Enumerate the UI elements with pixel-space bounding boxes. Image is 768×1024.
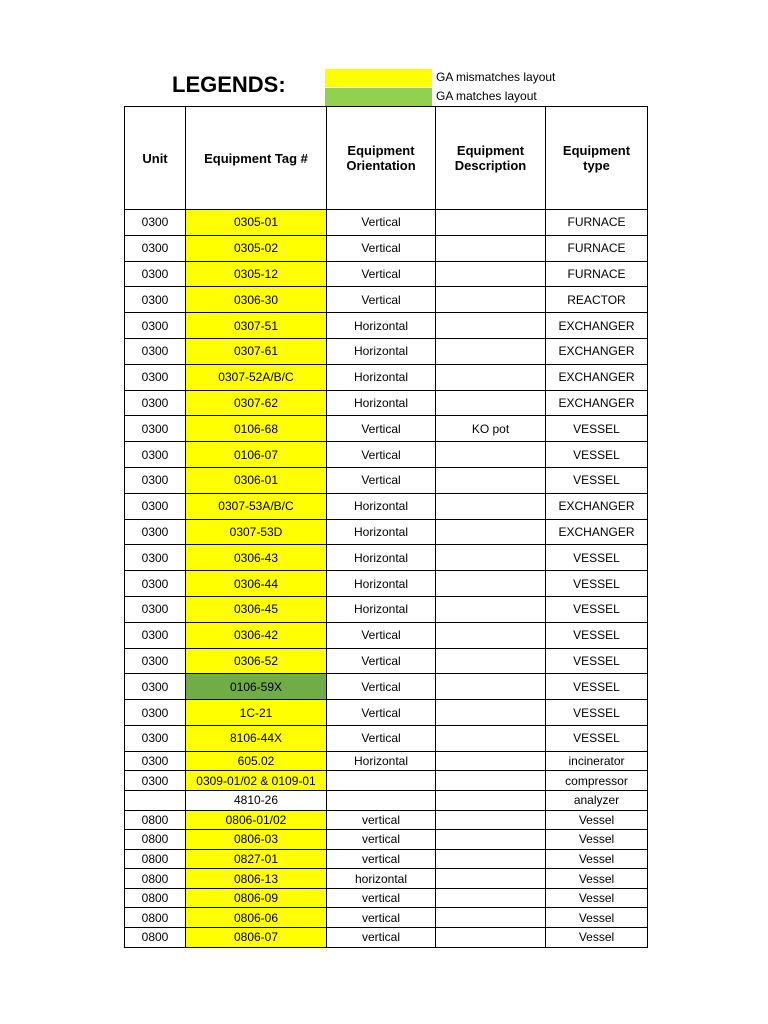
cell-orientation: Horizontal	[327, 313, 436, 339]
cell-orientation	[327, 790, 436, 810]
cell-equipment-tag: 0307-53A/B/C	[186, 493, 327, 519]
cell-orientation: horizontal	[327, 869, 436, 889]
cell-orientation: Horizontal	[327, 338, 436, 364]
cell-equipment-tag: 1C-21	[186, 700, 327, 726]
cell-equipment-tag: 0305-12	[186, 261, 327, 287]
cell-equipment-tag: 0106-07	[186, 442, 327, 468]
cell-description	[436, 908, 546, 928]
cell-unit: 0800	[125, 830, 186, 850]
cell-equipment-tag: 0305-02	[186, 235, 327, 261]
cell-equipment-tag: 0307-62	[186, 390, 327, 416]
cell-unit: 0300	[125, 442, 186, 468]
cell-unit: 0300	[125, 390, 186, 416]
cell-type: VESSEL	[546, 545, 648, 571]
cell-orientation: Horizontal	[327, 493, 436, 519]
cell-description	[436, 888, 546, 908]
cell-description	[436, 648, 546, 674]
cell-equipment-tag: 0309-01/02 & 0109-01	[186, 771, 327, 791]
table-row	[125, 648, 648, 674]
header-unit: Unit	[125, 107, 186, 210]
cell-unit: 0300	[125, 751, 186, 771]
cell-description	[436, 519, 546, 545]
table-row	[125, 390, 648, 416]
table-row	[125, 830, 648, 850]
cell-equipment-tag: 0306-52	[186, 648, 327, 674]
cell-orientation: Horizontal	[327, 751, 436, 771]
cell-unit: 0300	[125, 261, 186, 287]
table-row	[125, 571, 648, 597]
cell-unit: 0300	[125, 467, 186, 493]
header-equipment-orientation: Equipment Orientation	[327, 107, 436, 210]
cell-unit: 0300	[125, 648, 186, 674]
header-equipment-type: Equipment type	[546, 107, 648, 210]
legend-title: LEGENDS:	[172, 72, 286, 97]
cell-equipment-tag: 0306-30	[186, 287, 327, 313]
cell-unit	[125, 790, 186, 810]
cell-type: VESSEL	[546, 596, 648, 622]
cell-type: VESSEL	[546, 571, 648, 597]
table-row	[125, 261, 648, 287]
table-row	[125, 287, 648, 313]
legend-label-match: GA matches layout	[436, 89, 537, 103]
cell-type: VESSEL	[546, 467, 648, 493]
cell-type: EXCHANGER	[546, 364, 648, 390]
cell-orientation: Vertical	[327, 210, 436, 236]
cell-type: Vessel	[546, 869, 648, 889]
cell-orientation: Horizontal	[327, 596, 436, 622]
cell-type: VESSEL	[546, 725, 648, 751]
cell-type: VESSEL	[546, 442, 648, 468]
cell-unit: 0300	[125, 571, 186, 597]
cell-orientation: vertical	[327, 928, 436, 948]
cell-type: FURNACE	[546, 261, 648, 287]
cell-type: FURNACE	[546, 210, 648, 236]
cell-equipment-tag: 8106-44X	[186, 725, 327, 751]
header-equipment-description: Equipment Description	[436, 107, 546, 210]
cell-equipment-tag: 0307-52A/B/C	[186, 364, 327, 390]
table-row	[125, 810, 648, 830]
cell-type: FURNACE	[546, 235, 648, 261]
cell-equipment-tag: 605.02	[186, 751, 327, 771]
header-equipment-tag: Equipment Tag #	[186, 107, 327, 210]
cell-equipment-tag: 0306-42	[186, 622, 327, 648]
cell-description	[436, 928, 546, 948]
cell-unit: 0300	[125, 364, 186, 390]
cell-orientation: vertical	[327, 908, 436, 928]
cell-type: VESSEL	[546, 700, 648, 726]
table-row	[125, 493, 648, 519]
cell-type: Vessel	[546, 908, 648, 928]
cell-description	[436, 830, 546, 850]
cell-unit: 0800	[125, 908, 186, 928]
cell-description	[436, 751, 546, 771]
cell-description	[436, 849, 546, 869]
cell-orientation: Vertical	[327, 467, 436, 493]
header-row	[125, 107, 648, 210]
table-row	[125, 888, 648, 908]
cell-description	[436, 622, 546, 648]
table-row	[125, 771, 648, 791]
cell-orientation: vertical	[327, 849, 436, 869]
cell-equipment-tag: 0305-01	[186, 210, 327, 236]
cell-description	[436, 571, 546, 597]
cell-equipment-tag: 0806-13	[186, 869, 327, 889]
cell-equipment-tag: 0806-09	[186, 888, 327, 908]
cell-description	[436, 545, 546, 571]
cell-equipment-tag: 0307-53D	[186, 519, 327, 545]
table-row	[125, 313, 648, 339]
cell-orientation: Vertical	[327, 648, 436, 674]
cell-orientation: vertical	[327, 830, 436, 850]
cell-description	[436, 442, 546, 468]
cell-orientation: Vertical	[327, 622, 436, 648]
cell-orientation: Vertical	[327, 287, 436, 313]
cell-type: Vessel	[546, 830, 648, 850]
table-row	[125, 235, 648, 261]
cell-type: VESSEL	[546, 622, 648, 648]
cell-type: Vessel	[546, 849, 648, 869]
cell-description	[436, 810, 546, 830]
table-row	[125, 338, 648, 364]
cell-description	[436, 235, 546, 261]
equipment-table	[124, 106, 648, 948]
table-row	[125, 869, 648, 889]
table-row	[125, 467, 648, 493]
cell-orientation: vertical	[327, 810, 436, 830]
cell-unit: 0800	[125, 849, 186, 869]
cell-orientation: Vertical	[327, 416, 436, 442]
cell-description	[436, 790, 546, 810]
cell-unit: 0300	[125, 596, 186, 622]
cell-unit: 0300	[125, 338, 186, 364]
cell-type: analyzer	[546, 790, 648, 810]
cell-type: incinerator	[546, 751, 648, 771]
cell-unit: 0300	[125, 519, 186, 545]
cell-unit: 0300	[125, 674, 186, 700]
cell-equipment-tag: 0806-07	[186, 928, 327, 948]
cell-type: compressor	[546, 771, 648, 791]
table-row	[125, 700, 648, 726]
cell-orientation: Vertical	[327, 261, 436, 287]
cell-equipment-tag: 0806-01/02	[186, 810, 327, 830]
cell-orientation: Vertical	[327, 700, 436, 726]
cell-type: EXCHANGER	[546, 338, 648, 364]
cell-description	[436, 725, 546, 751]
cell-unit: 0300	[125, 287, 186, 313]
legend-swatch-match	[325, 88, 432, 106]
table-row	[125, 416, 648, 442]
cell-unit: 0300	[125, 545, 186, 571]
cell-type: VESSEL	[546, 674, 648, 700]
cell-description	[436, 674, 546, 700]
cell-equipment-tag: 0307-61	[186, 338, 327, 364]
cell-orientation: Vertical	[327, 725, 436, 751]
cell-type: Vessel	[546, 810, 648, 830]
cell-description	[436, 467, 546, 493]
cell-equipment-tag: 0306-44	[186, 571, 327, 597]
cell-description	[436, 390, 546, 416]
cell-equipment-tag: 0806-06	[186, 908, 327, 928]
cell-type: EXCHANGER	[546, 390, 648, 416]
cell-description	[436, 493, 546, 519]
cell-unit: 0300	[125, 313, 186, 339]
cell-description	[436, 771, 546, 791]
cell-unit: 0300	[125, 210, 186, 236]
cell-type: VESSEL	[546, 416, 648, 442]
cell-unit: 0800	[125, 810, 186, 830]
cell-unit: 0300	[125, 725, 186, 751]
cell-unit: 0300	[125, 416, 186, 442]
cell-orientation: vertical	[327, 888, 436, 908]
cell-orientation: Horizontal	[327, 390, 436, 416]
cell-equipment-tag: 0307-51	[186, 313, 327, 339]
cell-description: KO pot	[436, 416, 546, 442]
table-row	[125, 364, 648, 390]
cell-equipment-tag: 0106-59X	[186, 674, 327, 700]
legend-swatch-mismatch	[325, 69, 432, 87]
cell-equipment-tag: 0106-68	[186, 416, 327, 442]
cell-equipment-tag: 0306-45	[186, 596, 327, 622]
cell-description	[436, 287, 546, 313]
legend-label-mismatch: GA mismatches layout	[436, 70, 556, 84]
cell-orientation: Horizontal	[327, 519, 436, 545]
cell-description	[436, 364, 546, 390]
cell-unit: 0300	[125, 235, 186, 261]
table-row	[125, 622, 648, 648]
cell-orientation: Horizontal	[327, 364, 436, 390]
table-row	[125, 210, 648, 236]
cell-equipment-tag: 4810-26	[186, 790, 327, 810]
table-row	[125, 790, 648, 810]
cell-type: EXCHANGER	[546, 519, 648, 545]
cell-orientation: Vertical	[327, 442, 436, 468]
table-row	[125, 849, 648, 869]
table-row	[125, 751, 648, 771]
cell-description	[436, 338, 546, 364]
cell-orientation: Horizontal	[327, 571, 436, 597]
cell-description	[436, 869, 546, 889]
table-row	[125, 545, 648, 571]
cell-equipment-tag: 0827-01	[186, 849, 327, 869]
cell-type: Vessel	[546, 928, 648, 948]
cell-type: EXCHANGER	[546, 313, 648, 339]
cell-unit: 0300	[125, 700, 186, 726]
cell-description	[436, 261, 546, 287]
cell-equipment-tag: 0806-03	[186, 830, 327, 850]
cell-equipment-tag: 0306-01	[186, 467, 327, 493]
cell-unit: 0800	[125, 869, 186, 889]
table-row	[125, 928, 648, 948]
table-row	[125, 674, 648, 700]
table-body	[125, 210, 648, 948]
cell-unit: 0800	[125, 888, 186, 908]
table-row	[125, 596, 648, 622]
table-row	[125, 908, 648, 928]
cell-unit: 0300	[125, 771, 186, 791]
cell-type: REACTOR	[546, 287, 648, 313]
cell-unit: 0300	[125, 493, 186, 519]
table-row	[125, 519, 648, 545]
cell-type: Vessel	[546, 888, 648, 908]
cell-equipment-tag: 0306-43	[186, 545, 327, 571]
cell-type: EXCHANGER	[546, 493, 648, 519]
table-row	[125, 725, 648, 751]
cell-orientation: Horizontal	[327, 545, 436, 571]
table-row	[125, 442, 648, 468]
cell-description	[436, 210, 546, 236]
cell-orientation: Vertical	[327, 235, 436, 261]
cell-description	[436, 313, 546, 339]
cell-unit: 0300	[125, 622, 186, 648]
cell-description	[436, 700, 546, 726]
cell-unit: 0800	[125, 928, 186, 948]
cell-orientation: Vertical	[327, 674, 436, 700]
cell-type: VESSEL	[546, 648, 648, 674]
cell-orientation	[327, 771, 436, 791]
cell-description	[436, 596, 546, 622]
